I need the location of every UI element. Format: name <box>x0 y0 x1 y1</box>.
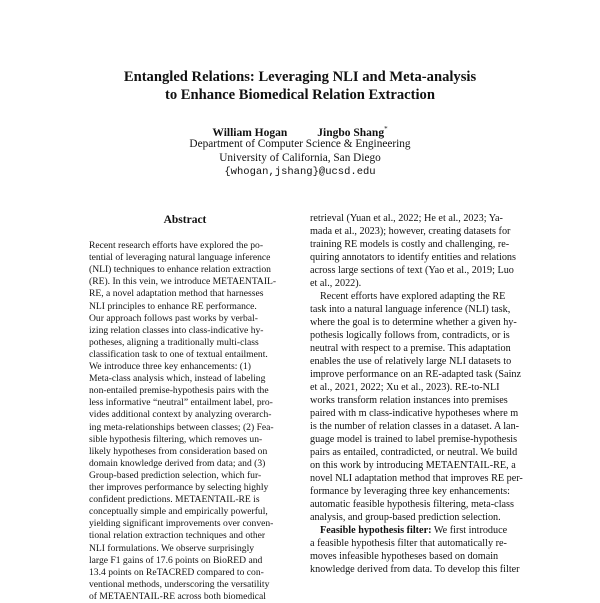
text-line: tional relation extraction techniques and other <box>89 530 266 542</box>
text-line: ther improves performance by selecting highly <box>89 482 269 493</box>
text-line: across large sections of text (Yao et al., 2019; Luo <box>310 265 514 276</box>
text-line: 13.4 points on ReTACRED compared to con- <box>89 566 264 578</box>
text-line: moves infeasible hypotheses based on domain <box>310 551 499 562</box>
text-line: automatic feasible hypothesis filtering, meta-class <box>310 499 514 510</box>
text-line: Feasible hypothesis filter: We first introduce <box>320 525 508 536</box>
text-line: guage model is trained to label premise-hypothesis <box>310 434 518 445</box>
author-email: {whogan,jshang}@ucsd.edu <box>224 166 376 178</box>
text-line: domain knowledge derived from data; and (3) <box>89 457 266 469</box>
text-line: tential of leveraging natural language inference <box>89 252 271 264</box>
text-line: et al., 2022). <box>310 278 362 289</box>
text-line: Recent efforts have explored adapting the RE <box>320 291 506 302</box>
text-line: paired with m class-indicative hypotheses where m <box>310 408 519 419</box>
text-line: Group-based prediction selection, which fur- <box>89 469 262 481</box>
text-line: on this work by introducing METAENTAIL-RE, a <box>310 460 516 471</box>
text-line: ing meta-relationships between classes; (2) Fea- <box>89 421 274 433</box>
text-line: training RE models is costly and challenging, re- <box>310 239 510 250</box>
text-line: is the number of relation classes in a dataset. A lan- <box>310 421 520 432</box>
text-line: conceptually simple and empirically powerful, <box>89 506 268 518</box>
text-line: et al., 2021, 2022; Xu et al., 2023). RE-to-NLI <box>310 382 500 393</box>
text-line: izing relation classes into class-indicative hy- <box>89 324 264 336</box>
text-line: pairs as entailed, contradicted, or neutral. We build <box>310 447 518 458</box>
text-line: mada et al., 2023); however, creating datasets for <box>310 226 511 237</box>
text-line: NLI principles to enhance RE performance. <box>89 300 257 312</box>
text-line: analysis, and group-based prediction selection. <box>310 512 501 523</box>
text-line: enables the use of relatively large NLI datasets to <box>310 356 512 367</box>
text-line: (NLI) techniques to enhance relation extraction <box>89 264 271 276</box>
text-line: vides additional context by analyzing overarch- <box>89 409 272 421</box>
affiliation-line: University of California, San Diego <box>219 152 381 164</box>
paper-title-line-1: Entangled Relations: Leveraging NLI and Meta-analysis <box>123 69 477 85</box>
paper-title-line-2: to Enhance Biomedical Relation Extraction <box>165 87 435 103</box>
text-line: non-entailed premise-hypothesis pairs with the <box>89 385 269 397</box>
text-line: sible hypothesis filtering, which removes un- <box>89 433 263 445</box>
text-line: yielding significant improvements over conven- <box>89 518 274 530</box>
text-line: potheses, aligning a traditionally multi-class <box>89 336 259 348</box>
text-line: formance by leveraging three key enhancements: <box>310 486 510 497</box>
text-line: retrieval (Yuan et al., 2022; He et al., 2023; Ya- <box>310 213 503 224</box>
text-line: (RE). In this vein, we introduce METAENTAIL- <box>89 276 277 288</box>
text-line: of METAENTAIL-RE across both biomedical <box>89 590 266 602</box>
text-line: quiring annotators to identify entities and relations <box>310 252 516 263</box>
text-line: less informative “neutral” entailment label, pro- <box>89 397 273 409</box>
author-footnote-mark: * <box>384 125 388 133</box>
text-line: novel NLI adaptation method that improves RE per- <box>310 473 523 484</box>
text-line: NLI formulations. We observe surprisingly <box>89 542 255 554</box>
abstract-heading: Abstract <box>163 214 207 226</box>
text-line: classification task to one of textual entailment. <box>89 348 268 360</box>
text-line: likely hypotheses from consideration based on <box>89 445 268 457</box>
affiliation-line: Department of Computer Science & Engineering <box>189 138 411 150</box>
text-line: large F1 gains of 17.6 points on BioRED and <box>89 554 263 566</box>
text-line: ventional methods, underscoring the versatility <box>89 578 270 590</box>
text-line: neutral with respect to a premise. This adaptation <box>310 343 511 354</box>
author-name: Jingbo Shang <box>317 126 385 139</box>
text-line: confident predictions. METAENTAIL-RE is <box>89 494 260 506</box>
text-line: knowledge derived from data. To develop this filter <box>310 564 520 575</box>
text-line: works transform relation instances into premises <box>310 395 508 406</box>
text-line: Meta-class analysis which, instead of labeling <box>89 373 266 385</box>
text-line: We introduce three key enhancements: (1) <box>89 361 251 372</box>
text-line: pothesis logically follows from, contradicts, or is <box>310 330 510 341</box>
text-line: improve performance on an RE-adapted task (Sainz <box>310 369 522 380</box>
text-line: task into a natural language inference (NLI) task, <box>310 304 511 315</box>
text-line: a feasible hypothesis filter that automatically re- <box>310 538 507 549</box>
paragraph-heading: Feasible hypothesis filter: <box>320 525 432 536</box>
text-line: Our approach follows past works by verbal- <box>89 312 258 324</box>
author-name: William Hogan <box>212 126 288 139</box>
text-line: Recent research efforts have explored the po- <box>89 240 264 251</box>
text-line: RE, a novel adaptation method that harnesses <box>89 288 264 300</box>
text-line: where the goal is to determine whether a given hy- <box>310 317 517 328</box>
